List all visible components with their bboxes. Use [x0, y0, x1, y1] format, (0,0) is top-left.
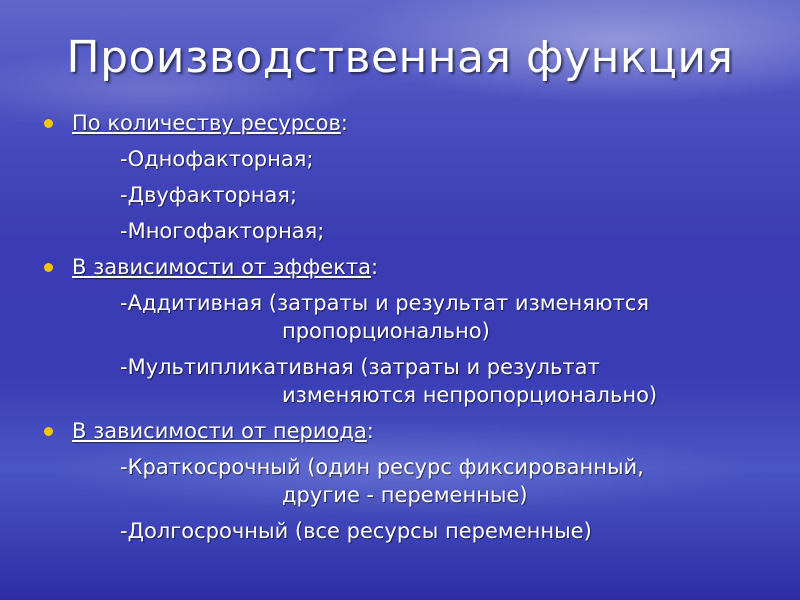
section-resource-count — [40, 108, 760, 246]
heading-colon: : — [371, 255, 379, 279]
slide-title: Производственная функция — [66, 32, 734, 83]
list-item-continuation: другие - переменные) — [282, 483, 528, 507]
section-period — [40, 416, 760, 546]
list-item-text: -Двуфакторная; — [120, 183, 298, 207]
list-item-text: -Краткосрочный (один ресурс фиксированный, — [120, 455, 644, 479]
list-item — [40, 144, 760, 174]
list-item-text: -Многофакторная; — [120, 219, 325, 243]
list-item-continuation: пропорционально) — [282, 319, 490, 343]
section-effect — [40, 252, 760, 410]
bullet-item — [40, 252, 760, 282]
list-item — [40, 352, 760, 410]
heading-colon: : — [366, 419, 374, 443]
list-item — [40, 288, 760, 346]
list-item-text: -Однофакторная; — [120, 147, 314, 171]
section-heading: В зависимости от эффекта — [72, 255, 372, 279]
heading-colon: : — [340, 111, 348, 135]
section-heading: В зависимости от периода — [72, 419, 367, 443]
list-item-continuation: изменяются непропорционально) — [282, 383, 658, 407]
list-item — [40, 180, 760, 210]
slide-content — [40, 108, 760, 552]
bullet-item — [40, 108, 760, 138]
bullet-dot-icon — [44, 263, 53, 272]
list-item — [40, 516, 760, 546]
bullet-dot-icon — [44, 119, 53, 128]
list-item — [40, 216, 760, 246]
bullet-item — [40, 416, 760, 446]
list-item-text: -Аддитивная (затраты и результат изменяются — [120, 291, 649, 315]
list-item-text: -Мультипликативная (затраты и результат — [120, 355, 600, 379]
list-item-text: -Долгосрочный (все ресурсы переменные) — [120, 519, 592, 543]
bullet-dot-icon — [44, 427, 53, 436]
section-heading: По количеству ресурсов — [72, 111, 341, 135]
list-item — [40, 452, 760, 510]
